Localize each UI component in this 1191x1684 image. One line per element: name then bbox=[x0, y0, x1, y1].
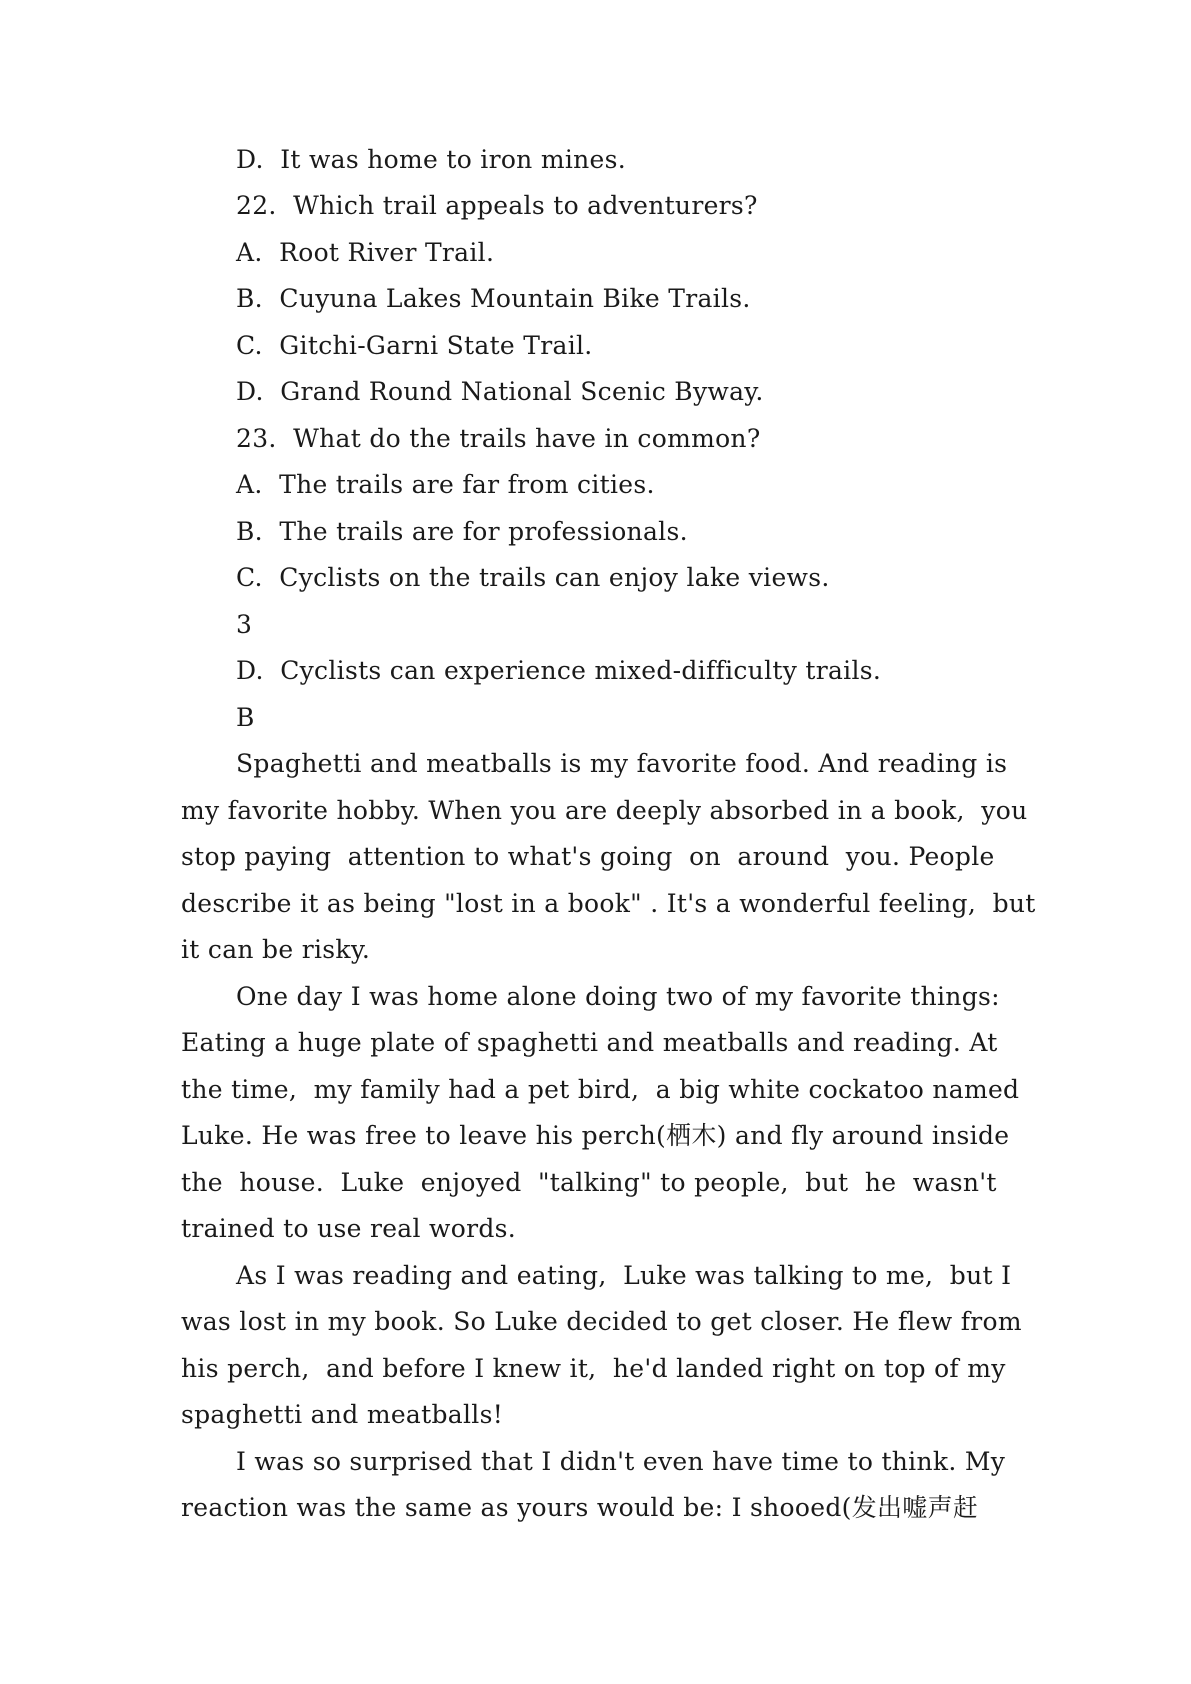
paragraph-line: Eating a huge plate of spaghetti and meatballs and reading. At bbox=[181, 1028, 998, 1057]
paragraph-line: Spaghetti and meatballs is my favorite food. And reading is bbox=[236, 749, 1008, 778]
option-22-a: A. Root River Trail. bbox=[236, 238, 495, 267]
paragraph-line: stop paying attention to what's going on around you. People bbox=[181, 842, 995, 871]
paragraph-line: One day I was home alone doing two of my favorite things: bbox=[236, 982, 1000, 1011]
question-23: 23. What do the trails have in common? bbox=[236, 424, 761, 453]
option-22-d: D. Grand Round National Scenic Byway. bbox=[236, 377, 764, 406]
option-23-a: A. The trails are far from cities. bbox=[236, 470, 655, 499]
question-22: 22. Which trail appeals to adventurers? bbox=[236, 191, 758, 220]
paragraph-line: reaction was the same as yours would be: I shooed(发出嘘声赶 bbox=[181, 1493, 979, 1522]
option-22-c: C. Gitchi-Garni State Trail. bbox=[236, 331, 593, 360]
paragraph-line: I was so surprised that I didn't even have time to think. My bbox=[236, 1447, 1006, 1476]
paragraph-line: his perch, and before I knew it, he'd landed right on top of my bbox=[181, 1354, 1006, 1383]
option-23-c: C. Cyclists on the trails can enjoy lake views. bbox=[236, 563, 830, 592]
option-23-d: D. Cyclists can experience mixed-difficulty trails. bbox=[236, 656, 882, 685]
paragraph-line: the house. Luke enjoyed "talking" to people, but he wasn't bbox=[181, 1168, 997, 1197]
paragraph-line: my favorite hobby. When you are deeply absorbed in a book, you bbox=[181, 796, 1028, 825]
paragraph-line: spaghetti and meatballs! bbox=[181, 1400, 504, 1429]
paragraph-line: trained to use real words. bbox=[181, 1214, 517, 1243]
paragraph-line: the time, my family had a pet bird, a big white cockatoo named bbox=[181, 1075, 1020, 1104]
option-22-b: B. Cuyuna Lakes Mountain Bike Trails. bbox=[236, 284, 751, 313]
page-number: 3 bbox=[236, 610, 253, 639]
paragraph-line: As I was reading and eating, Luke was talking to me, but I bbox=[236, 1261, 1012, 1290]
paragraph-line: describe it as being "lost in a book" . It's a wonderful feeling, but bbox=[181, 889, 1036, 918]
paragraph-line: it can be risky. bbox=[181, 935, 371, 964]
paragraph-line: was lost in my book. So Luke decided to get closer. He flew from bbox=[181, 1307, 1022, 1336]
section-label: B bbox=[236, 703, 255, 732]
option-21-d: D. It was home to iron mines. bbox=[236, 145, 627, 174]
option-23-b: B. The trails are for professionals. bbox=[236, 517, 688, 546]
paragraph-line: Luke. He was free to leave his perch(栖木) and fly around inside bbox=[181, 1121, 1010, 1150]
